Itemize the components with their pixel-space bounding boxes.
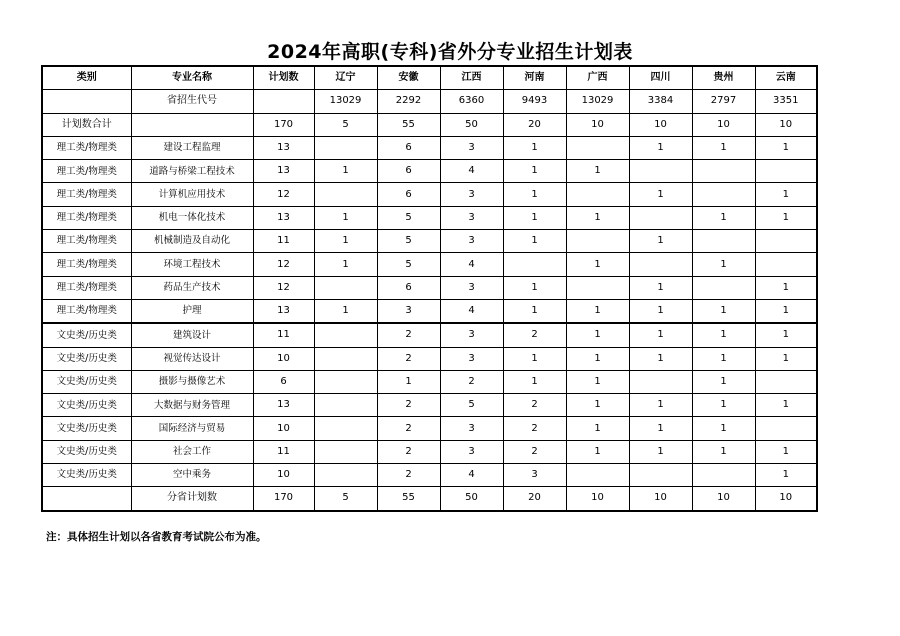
province-value: [692, 183, 755, 206]
province-value: 1: [566, 253, 629, 276]
province-value: 5: [377, 230, 440, 253]
province-value: [629, 253, 692, 276]
plan-cell: 11: [253, 323, 314, 347]
province-value: [503, 253, 566, 276]
category-cell: 理工类/物理类: [42, 253, 131, 276]
plan-cell: 13: [253, 160, 314, 183]
province-value: [629, 206, 692, 229]
province-value: 1: [755, 394, 817, 417]
plan-cell: 11: [253, 440, 314, 463]
province-value: [314, 440, 377, 463]
plan-cell: 12: [253, 183, 314, 206]
major-cell: 道路与桥梁工程技术: [131, 160, 253, 183]
header-category: 类别: [42, 66, 131, 90]
province-code: 9493: [503, 90, 566, 113]
header-row: [42, 66, 817, 90]
header-province: 安徽: [377, 66, 440, 90]
province-value: [566, 276, 629, 299]
province-value: [314, 323, 377, 347]
province-value: 1: [692, 440, 755, 463]
category-cell: 理工类/物理类: [42, 160, 131, 183]
table-row: [42, 136, 817, 159]
province-value: [566, 464, 629, 487]
province-value: 1: [629, 276, 692, 299]
province-value: 1: [314, 230, 377, 253]
category-cell: 文史类/历史类: [42, 323, 131, 347]
province-value: [629, 464, 692, 487]
province-value: [314, 136, 377, 159]
province-value: [314, 417, 377, 440]
footnote: 注：具体招生计划以各省教育考试院公布为准。: [46, 531, 267, 543]
province-value: [692, 276, 755, 299]
province-code: 13029: [566, 90, 629, 113]
province-value: 1: [755, 323, 817, 347]
province-value: [755, 160, 817, 183]
empty-cell: [42, 487, 131, 511]
category-cell: 文史类/历史类: [42, 440, 131, 463]
total-value: 10: [692, 113, 755, 136]
province-value: 4: [440, 299, 503, 323]
province-value: 2: [377, 440, 440, 463]
province-value: [692, 464, 755, 487]
subtotal-value: 55: [377, 487, 440, 511]
province-value: [692, 160, 755, 183]
major-cell: 社会工作: [131, 440, 253, 463]
province-value: 3: [440, 183, 503, 206]
plan-cell: 13: [253, 206, 314, 229]
province-value: 1: [692, 253, 755, 276]
province-value: 1: [314, 206, 377, 229]
header-major: 专业名称: [131, 66, 253, 90]
subtotal-value: 10: [692, 487, 755, 511]
province-value: 3: [440, 347, 503, 370]
category-cell: 理工类/物理类: [42, 276, 131, 299]
empty-cell: [253, 90, 314, 113]
province-value: 2: [503, 394, 566, 417]
category-cell: 文史类/历史类: [42, 464, 131, 487]
province-value: 1: [566, 370, 629, 393]
province-value: [566, 136, 629, 159]
subtotal-value: 10: [566, 487, 629, 511]
header-province: 云南: [755, 66, 817, 90]
table-row: [42, 183, 817, 206]
province-value: 1: [566, 299, 629, 323]
province-value: [314, 347, 377, 370]
category-cell: 文史类/历史类: [42, 347, 131, 370]
province-value: 4: [440, 253, 503, 276]
province-value: 4: [440, 160, 503, 183]
subtotal-value: 50: [440, 487, 503, 511]
total-value: 10: [566, 113, 629, 136]
province-value: 1: [629, 323, 692, 347]
category-cell: 文史类/历史类: [42, 394, 131, 417]
subtotal-value: 20: [503, 487, 566, 511]
category-cell: 文史类/历史类: [42, 370, 131, 393]
province-value: [755, 253, 817, 276]
province-value: [755, 370, 817, 393]
major-cell: 建筑设计: [131, 323, 253, 347]
subtotal-plan: 170: [253, 487, 314, 511]
header-province: 辽宁: [314, 66, 377, 90]
province-value: 1: [755, 183, 817, 206]
enrollment-plan-table: [41, 65, 818, 512]
plan-cell: 11: [253, 230, 314, 253]
province-value: 2: [440, 370, 503, 393]
province-value: 1: [503, 276, 566, 299]
major-cell: 护理: [131, 299, 253, 323]
province-value: 3: [440, 417, 503, 440]
total-row: [42, 113, 817, 136]
table-row: [42, 160, 817, 183]
subtotal-value: 5: [314, 487, 377, 511]
province-value: [314, 394, 377, 417]
table-row: [42, 417, 817, 440]
table-row: [42, 440, 817, 463]
province-value: 1: [692, 136, 755, 159]
province-code: 13029: [314, 90, 377, 113]
province-value: 1: [629, 440, 692, 463]
province-value: 3: [440, 440, 503, 463]
province-value: 6: [377, 136, 440, 159]
total-value: 55: [377, 113, 440, 136]
table-row: [42, 464, 817, 487]
province-value: [314, 276, 377, 299]
province-value: 2: [503, 417, 566, 440]
province-value: 3: [440, 206, 503, 229]
category-cell: 文史类/历史类: [42, 417, 131, 440]
province-code: 6360: [440, 90, 503, 113]
page-title: 2024年高职(专科)省外分专业招生计划表: [267, 41, 633, 63]
total-value: 5: [314, 113, 377, 136]
header-province: 江西: [440, 66, 503, 90]
subtotal-value: 10: [629, 487, 692, 511]
plan-cell: 13: [253, 136, 314, 159]
category-cell: 理工类/物理类: [42, 136, 131, 159]
province-value: 1: [755, 347, 817, 370]
province-value: 1: [629, 230, 692, 253]
province-value: 3: [377, 299, 440, 323]
province-value: 4: [440, 464, 503, 487]
province-value: 1: [692, 417, 755, 440]
province-value: 2: [503, 440, 566, 463]
province-value: 1: [755, 206, 817, 229]
plan-cell: 12: [253, 276, 314, 299]
province-value: 1: [629, 417, 692, 440]
plan-cell: 10: [253, 464, 314, 487]
province-value: 1: [692, 299, 755, 323]
province-value: 2: [503, 323, 566, 347]
major-cell: 计算机应用技术: [131, 183, 253, 206]
category-cell: 理工类/物理类: [42, 183, 131, 206]
province-value: [566, 230, 629, 253]
province-code: 3384: [629, 90, 692, 113]
plan-cell: 13: [253, 394, 314, 417]
province-value: 1: [503, 206, 566, 229]
province-value: 1: [314, 253, 377, 276]
province-value: 1: [755, 276, 817, 299]
province-value: 3: [503, 464, 566, 487]
table-row: [42, 276, 817, 299]
category-cell: 理工类/物理类: [42, 206, 131, 229]
province-value: 1: [629, 136, 692, 159]
province-value: 6: [377, 160, 440, 183]
province-value: 1: [692, 347, 755, 370]
major-cell: 机电一体化技术: [131, 206, 253, 229]
province-value: 2: [377, 464, 440, 487]
province-value: 3: [440, 276, 503, 299]
table-row: [42, 299, 817, 323]
province-value: 1: [566, 206, 629, 229]
total-plan: 170: [253, 113, 314, 136]
province-value: 1: [692, 370, 755, 393]
province-value: 1: [629, 183, 692, 206]
subtotal-label: 分省计划数: [131, 487, 253, 511]
table-row: [42, 347, 817, 370]
province-value: 5: [377, 253, 440, 276]
province-value: 5: [440, 394, 503, 417]
plan-cell: 12: [253, 253, 314, 276]
province-value: 1: [377, 370, 440, 393]
province-value: 1: [566, 160, 629, 183]
subtotal-value: 10: [755, 487, 817, 511]
province-value: 1: [692, 394, 755, 417]
province-value: 1: [503, 230, 566, 253]
category-cell: 理工类/物理类: [42, 230, 131, 253]
major-cell: 机械制造及自动化: [131, 230, 253, 253]
province-value: 1: [503, 160, 566, 183]
major-cell: 视觉传达设计: [131, 347, 253, 370]
major-cell: 摄影与摄像艺术: [131, 370, 253, 393]
province-value: 6: [377, 183, 440, 206]
province-value: 1: [629, 347, 692, 370]
province-value: 1: [692, 206, 755, 229]
table-row: [42, 394, 817, 417]
province-value: 1: [755, 464, 817, 487]
header-province: 贵州: [692, 66, 755, 90]
province-value: 1: [566, 440, 629, 463]
major-cell: 药品生产技术: [131, 276, 253, 299]
total-value: 50: [440, 113, 503, 136]
province-value: 2: [377, 417, 440, 440]
province-value: 2: [377, 347, 440, 370]
province-value: 1: [503, 347, 566, 370]
header-province: 四川: [629, 66, 692, 90]
province-value: 1: [755, 136, 817, 159]
province-value: 1: [314, 299, 377, 323]
table-row: [42, 253, 817, 276]
header-province: 广西: [566, 66, 629, 90]
table-row: [42, 230, 817, 253]
table-row: [42, 370, 817, 393]
plan-cell: 10: [253, 347, 314, 370]
province-value: 1: [566, 417, 629, 440]
province-value: [629, 370, 692, 393]
major-cell: 大数据与财务管理: [131, 394, 253, 417]
province-value: 3: [440, 136, 503, 159]
province-value: 1: [566, 347, 629, 370]
header-plan: 计划数: [253, 66, 314, 90]
province-code-row: [42, 90, 817, 113]
plan-cell: 6: [253, 370, 314, 393]
province-value: [755, 417, 817, 440]
major-cell: 环境工程技术: [131, 253, 253, 276]
province-value: 2: [377, 394, 440, 417]
empty-cell: [42, 90, 131, 113]
province-value: 1: [503, 183, 566, 206]
table-row: [42, 323, 817, 347]
total-value: 10: [755, 113, 817, 136]
province-value: 1: [566, 323, 629, 347]
province-value: 1: [629, 299, 692, 323]
province-code: 3351: [755, 90, 817, 113]
province-value: 1: [692, 323, 755, 347]
plan-cell: 10: [253, 417, 314, 440]
total-value: 20: [503, 113, 566, 136]
major-cell: 空中乘务: [131, 464, 253, 487]
table-row: [42, 206, 817, 229]
province-value: [314, 370, 377, 393]
province-value: 1: [314, 160, 377, 183]
province-value: 2: [377, 323, 440, 347]
province-value: [692, 230, 755, 253]
province-value: [629, 160, 692, 183]
total-value: 10: [629, 113, 692, 136]
total-row-label: 计划数合计: [42, 113, 131, 136]
category-cell: 理工类/物理类: [42, 299, 131, 323]
province-value: 1: [503, 370, 566, 393]
province-value: [314, 464, 377, 487]
province-code: 2292: [377, 90, 440, 113]
province-value: 1: [755, 299, 817, 323]
province-value: 1: [503, 136, 566, 159]
province-value: 1: [755, 440, 817, 463]
province-value: 6: [377, 276, 440, 299]
province-value: [755, 230, 817, 253]
province-value: 3: [440, 323, 503, 347]
empty-cell: [131, 113, 253, 136]
subtotal-row: [42, 487, 817, 511]
plan-cell: 13: [253, 299, 314, 323]
province-value: [566, 183, 629, 206]
major-cell: 建设工程监理: [131, 136, 253, 159]
province-code: 2797: [692, 90, 755, 113]
province-value: 3: [440, 230, 503, 253]
province-value: 1: [629, 394, 692, 417]
header-province: 河南: [503, 66, 566, 90]
code-row-label: 省招生代号: [131, 90, 253, 113]
major-cell: 国际经济与贸易: [131, 417, 253, 440]
province-value: 5: [377, 206, 440, 229]
province-value: 1: [503, 299, 566, 323]
province-value: [314, 183, 377, 206]
province-value: 1: [566, 394, 629, 417]
